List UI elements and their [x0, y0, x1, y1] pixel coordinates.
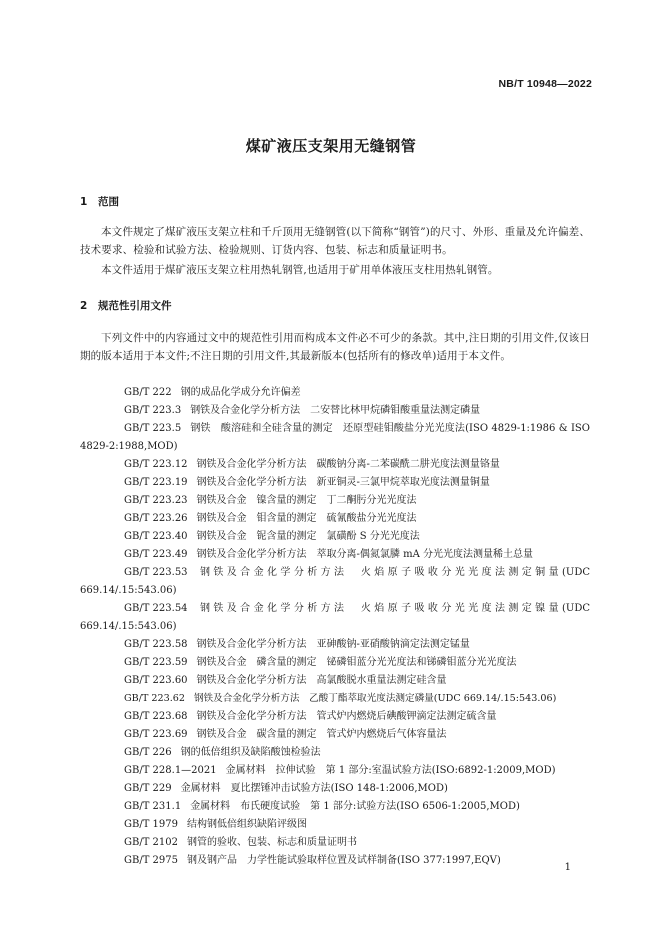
reference-code: GB/T 228.1—2021	[124, 765, 217, 776]
reference-item	[80, 600, 590, 636]
reference-item	[80, 690, 590, 708]
section-2-heading	[80, 298, 172, 313]
reference-item	[80, 780, 590, 798]
reference-list	[80, 384, 590, 870]
reference-title: 金属材料 拉伸试验 第 1 部分:室温试验方法(ISO:6892-1:2009,MOD)	[225, 765, 556, 776]
reference-item	[80, 726, 590, 744]
reference-code: GB/T 2975	[124, 855, 179, 866]
reference-title: 金属材料 布氏硬度试验 第 1 部分:试验方法(ISO 6506-1:2005,MOD)	[190, 801, 520, 812]
reference-item	[80, 762, 590, 780]
reference-item	[80, 834, 590, 852]
reference-code: GB/T 223.19	[124, 477, 188, 488]
reference-code: GB/T 223.5	[124, 423, 182, 434]
reference-title: 金属材料 夏比摆锤冲击试验方法(ISO 148-1:2006,MOD)	[180, 783, 448, 794]
reference-title: 钢管的验收、包装、标志和质量证明书	[187, 837, 358, 848]
reference-item	[80, 672, 590, 690]
reference-title: 钢铁及合金化学分析方法 管式炉内燃烧后碘酸钾滴定法测定硫含量	[196, 711, 497, 722]
reference-code: GB/T 2102	[124, 837, 179, 848]
reference-code: GB/T 223.23	[124, 495, 188, 506]
reference-title: 钢铁及合金化学分析方法 碳酸钠分离-二苯碳酰二肼光度法测量铬量	[196, 459, 500, 470]
reference-code: GB/T 223.62	[124, 693, 185, 704]
document-title: 煤矿液压支架用无缝钢管	[245, 137, 417, 155]
reference-code: GB/T 223.49	[124, 549, 188, 560]
reference-title: 钢铁及合金化学分析方法 萃取分离-偶氮氯膦 mA 分光光度法测量稀土总量	[196, 549, 533, 560]
reference-item	[80, 816, 590, 834]
section-2-title: 规范性引用文件	[98, 300, 172, 312]
scope-paragraph-2: 本文件适用于煤矿液压支架立柱用热轧钢管,也适用于矿用单体液压支柱用热轧钢管。	[101, 264, 499, 276]
section-2-number: 2	[80, 300, 88, 312]
reference-code: GB/T 229	[124, 783, 172, 794]
reference-item	[80, 636, 590, 654]
reference-title: 钢铁及合金 碳含量的测定 管式炉内燃烧后气体容量法	[196, 729, 447, 740]
reference-item	[80, 654, 590, 672]
reference-item	[80, 744, 590, 762]
reference-title: 钢的成品化学成分允许偏差	[180, 387, 301, 398]
reference-item	[80, 708, 590, 726]
reference-item	[80, 402, 590, 420]
reference-code: GB/T 223.53	[124, 567, 188, 578]
references-intro: 下列文件中的内容通过文中的规范性引用而构成本文件必不可少的条款。其中,注日期的引用文件,仅该日期的版本适用于本文件;不注日期的引用文件,其最新版本(包括所有的修改单)适用于本文件。	[80, 332, 590, 362]
reference-code: GB/T 1979	[124, 819, 179, 830]
reference-title: 钢铁及合金 镍含量的测定 丁二酮肟分光光度法	[196, 495, 417, 506]
reference-item	[80, 492, 590, 510]
reference-title: 钢铁及合金化学分析方法 高氯酸脱水重量法测定硅含量	[196, 675, 447, 686]
reference-title: 钢铁及合金化学分析方法 乙酸丁酯萃取光度法测定磷量(UDC 669.14/.15:543.06)	[193, 693, 557, 704]
reference-code: GB/T 223.54	[124, 603, 188, 614]
reference-code: GB/T 223.26	[124, 513, 188, 524]
reference-title: 钢铁 酸溶硅和全硅含量的测定 还原型硅钼酸盐分光光度法(ISO 4829-1:1986 & ISO 4829-2:1988,MOD)	[80, 423, 590, 452]
section-1-number: 1	[80, 196, 88, 208]
reference-item	[80, 456, 590, 474]
section-1-heading	[80, 194, 119, 209]
reference-code: GB/T 222	[124, 387, 172, 398]
reference-item	[80, 420, 590, 456]
reference-code: GB/T 223.58	[124, 639, 188, 650]
reference-item	[80, 528, 590, 546]
scope-paragraph-1: 本文件规定了煤矿液压支架立柱和千斤顶用无缝钢管(以下简称“钢管”)的尺寸、外形、重量及允许偏差、技术要求、检验和试验方法、检验规则、订货内容、包装、标志和质量证明书。	[80, 226, 590, 256]
reference-title: 钢铁及合金 磷含量的测定 铋磷钼蓝分光光度法和锑磷钼蓝分光光度法	[196, 657, 517, 668]
reference-title: 钢铁及合金 钼含量的测定 硫氰酸盐分光光度法	[196, 513, 417, 524]
section-1-title: 范围	[98, 196, 119, 208]
reference-code: GB/T 231.1	[124, 801, 182, 812]
reference-code: GB/T 223.3	[124, 405, 182, 416]
reference-title: 钢铁及合金化学分析方法 火焰原子吸收分光光度法测定铜量(UDC 669.14/.15:543.06)	[80, 567, 590, 596]
reference-code: GB/T 223.68	[124, 711, 188, 722]
reference-code: GB/T 223.60	[124, 675, 188, 686]
reference-code: GB/T 223.69	[124, 729, 188, 740]
reference-item	[80, 564, 590, 600]
reference-item	[80, 798, 590, 816]
reference-title: 钢铁及合金 铌含量的测定 氯磺酚 S 分光光度法	[196, 531, 420, 542]
reference-item	[80, 852, 590, 870]
reference-title: 钢铁及合金化学分析方法 新亚铜灵-三氯甲烷萃取光度法测量铜量	[196, 477, 490, 488]
reference-item	[80, 474, 590, 492]
reference-title: 钢及钢产品 力学性能试验取样位置及试样制备(ISO 377:1997,EQV)	[187, 855, 501, 866]
reference-title: 结构钢低倍组织缺陷评级图	[187, 819, 308, 830]
reference-item	[80, 510, 590, 528]
reference-item	[80, 384, 590, 402]
page-number: 1	[564, 862, 571, 873]
reference-code: GB/T 223.12	[124, 459, 188, 470]
reference-code: GB/T 223.40	[124, 531, 188, 542]
reference-title: 钢的低倍组织及缺陷酸蚀检验法	[180, 747, 321, 758]
reference-title: 钢铁及合金化学分析方法 二安替比林甲烷磷钼酸重量法测定磷量	[190, 405, 481, 416]
reference-title: 钢铁及合金化学分析方法 火焰原子吸收分光光度法测定镍量(UDC 669.14/.15:543.06)	[80, 603, 590, 632]
reference-item	[80, 546, 590, 564]
reference-code: GB/T 226	[124, 747, 172, 758]
reference-code: GB/T 223.59	[124, 657, 188, 668]
reference-title: 钢铁及合金化学分析方法 亚砷酸钠-亚硝酸钠滴定法测定锰量	[196, 639, 470, 650]
standard-number: NB/T 10948—2022	[498, 78, 592, 90]
